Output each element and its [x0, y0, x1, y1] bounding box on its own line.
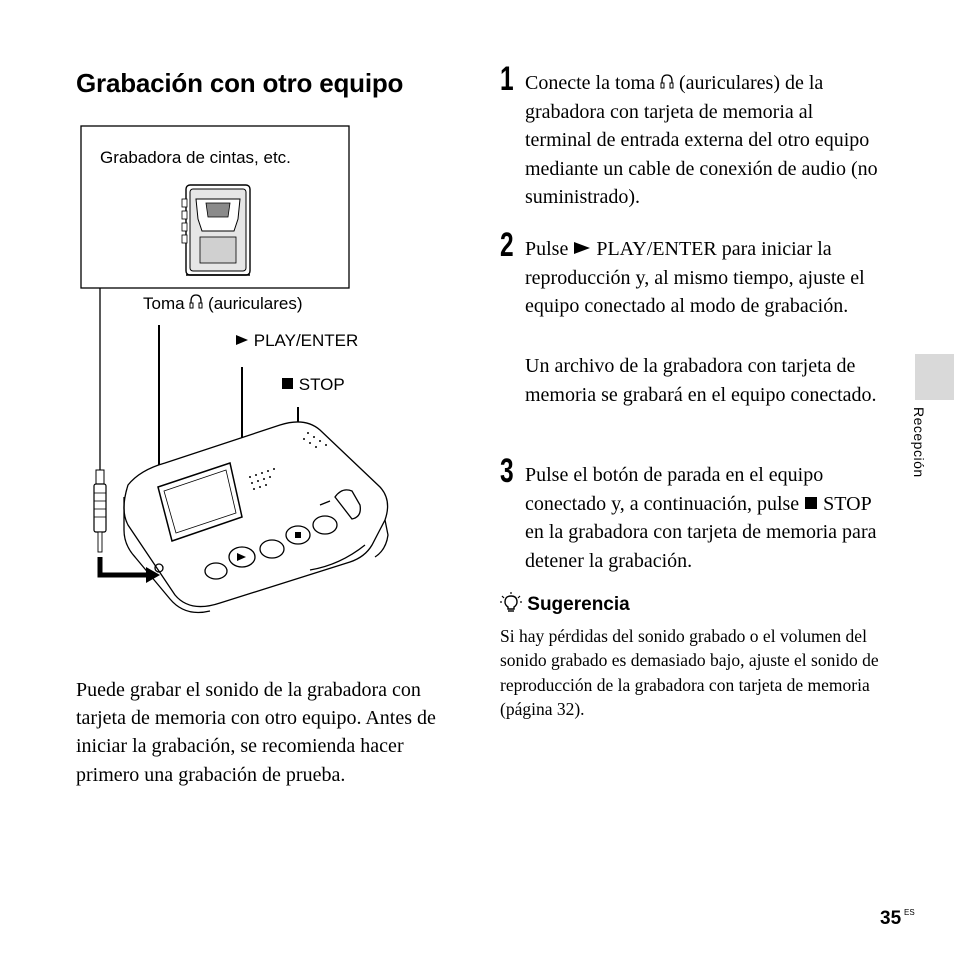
step-number: 2 [500, 226, 514, 264]
stop-icon [804, 496, 818, 510]
tip-heading-text: Sugerencia [527, 594, 630, 615]
lightbulb-icon [500, 592, 522, 614]
jack-label [143, 294, 303, 314]
step-text-part: Pulse [525, 238, 569, 260]
tip-text: Si hay pérdidas del sonido grabado o el volumen del sonido grabado es demasiado bajo, ajuste el sonido de reproducción de la grabadora con tarjeta de memoria (página 32). [500, 626, 879, 719]
tape-recorder-illustration [182, 185, 250, 275]
step-text-part: Pulse el botón de parada en el equipo conectado y, a continuación, pulse [525, 464, 824, 515]
card-recorder-illustration [124, 422, 388, 613]
jack-desc: (auriculares) [208, 294, 303, 313]
step-text [525, 69, 880, 212]
section-label [905, 407, 945, 497]
play-label-text: PLAY/ENTER [253, 331, 359, 350]
jack-prefix: Toma [143, 294, 185, 313]
step-text [525, 461, 880, 575]
stop-icon [281, 377, 294, 390]
stop-label [281, 375, 345, 395]
section-label-text: Recepción [911, 407, 927, 478]
intro-paragraph: Puede grabar el sonido de la grabadora con tarjeta de memoria con otro equipo. Antes de iniciar la grabación, se recomienda hacer primero una grabación de prueba. [76, 679, 436, 786]
stop-label-text: STOP [298, 375, 345, 394]
step-text-part: PLAY/ENTER para iniciar la reproducción y, al mismo tiempo, ajuste el equipo conectado al modo de grabación. [525, 238, 865, 317]
play-icon [235, 334, 249, 346]
step-text-part: (auriculares) de la grabadora con tarjeta de memoria al terminal de entrada externa del otro equipo mediante un cable de conexión de audio (no suministrado). [525, 72, 878, 208]
step-text-part: STOP en la grabadora con tarjeta de memoria para detener la grabación. [525, 492, 877, 572]
page-language: ES [904, 908, 915, 917]
connection-diagram [80, 125, 410, 620]
connection-figure [80, 125, 410, 620]
page-number: 35 [880, 908, 902, 929]
step-number: 3 [500, 452, 514, 490]
device-label: Grabadora de cintas, etc. [100, 148, 291, 167]
tip-heading [500, 592, 630, 616]
headphones-icon [660, 74, 674, 89]
step-number: 1 [500, 60, 514, 98]
page-title: Grabación con otro equipo [76, 68, 404, 98]
step-text [525, 235, 880, 321]
step-text-part: Conecte la toma [525, 72, 655, 94]
headphones-icon [189, 294, 203, 309]
step-note: Un archivo de la grabadora con tarjeta de memoria se grabará en el equipo conectado. [525, 355, 877, 406]
play-icon [573, 241, 591, 255]
play-label [235, 331, 358, 351]
section-tab [915, 354, 954, 400]
